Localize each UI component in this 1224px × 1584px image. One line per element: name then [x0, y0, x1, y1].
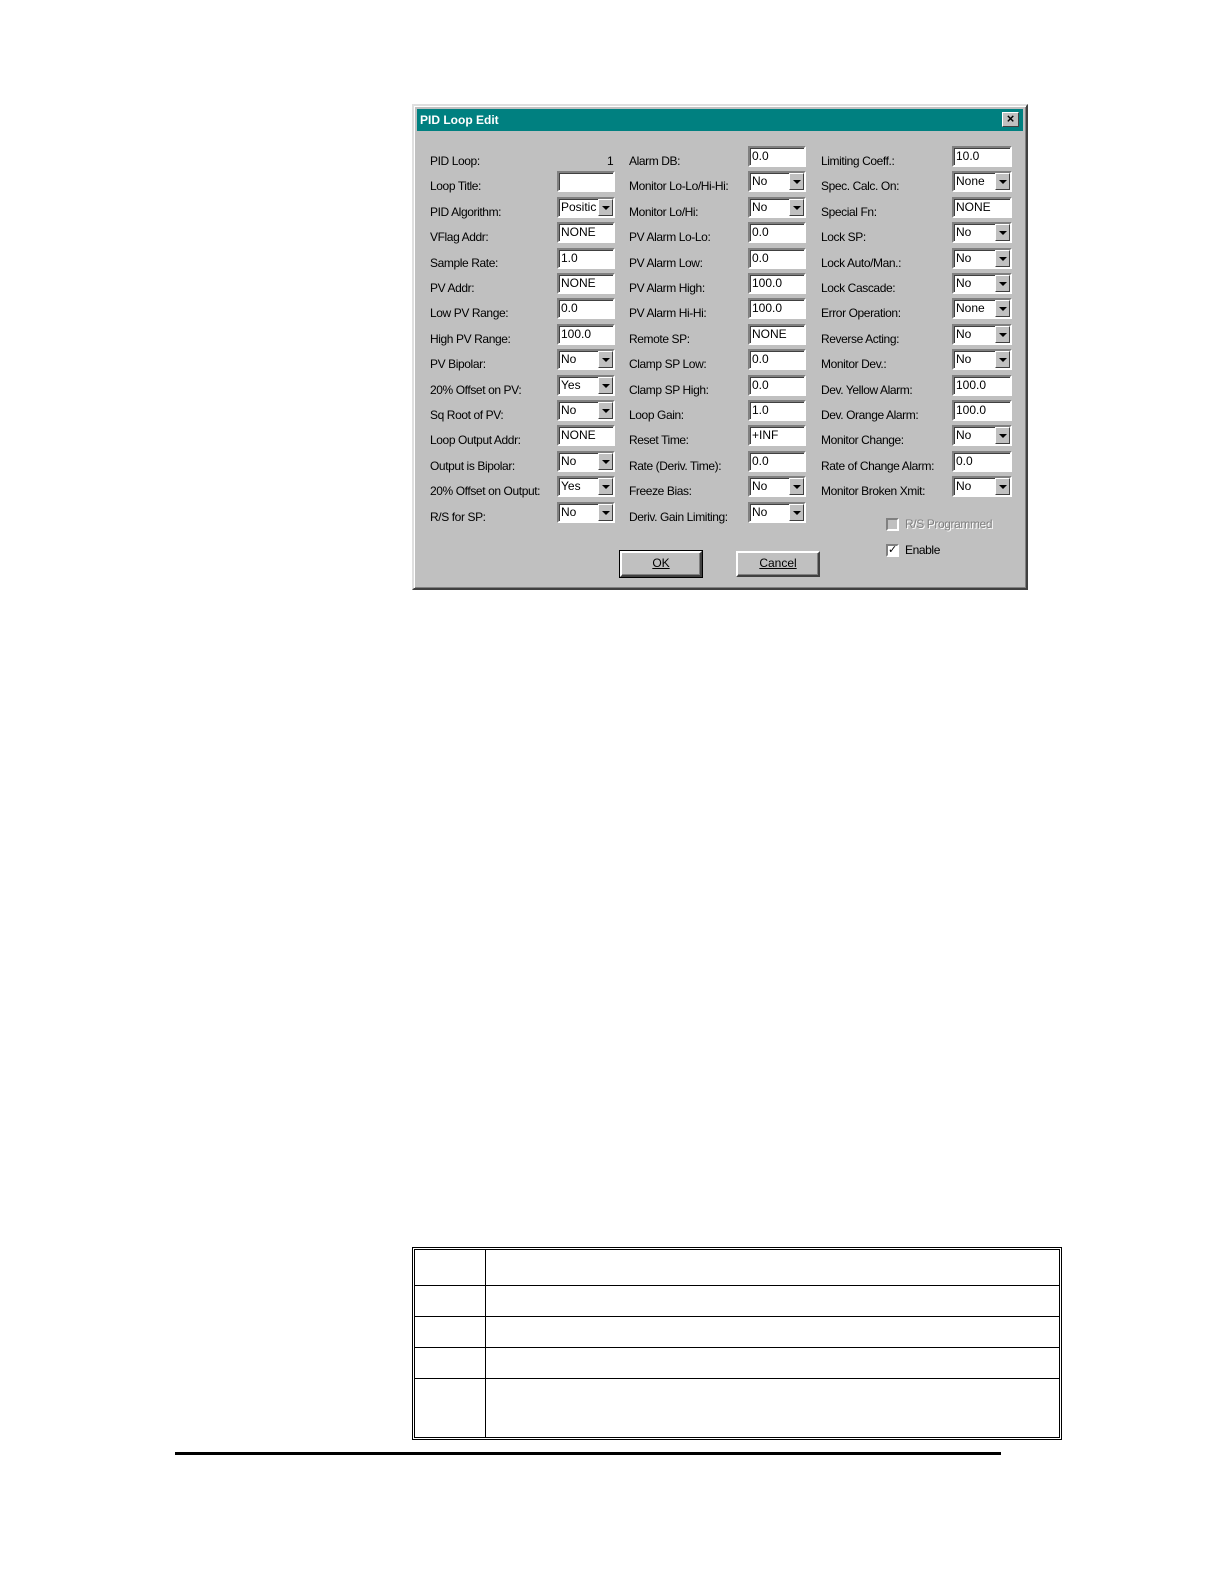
clamp-sp-low-label: Clamp SP Low:: [629, 357, 707, 371]
reset-time-label: Reset Time:: [629, 433, 689, 447]
monitor-broken-xmit-dropdown[interactable]: [952, 476, 1012, 497]
monitor-change-dropdown[interactable]: [952, 425, 1012, 446]
sq-root-of-pv-selected-value: No: [561, 403, 577, 417]
chevron-down-icon[interactable]: [789, 504, 804, 521]
r-s-for-sp-selected-value: No: [561, 505, 577, 519]
monitor-dev-dropdown[interactable]: [952, 349, 1012, 370]
chevron-down-icon[interactable]: [995, 300, 1010, 317]
footer-rule: [175, 1452, 1001, 1455]
lock-sp-selected-value: No: [956, 225, 972, 239]
lock-cascade-label: Lock Cascade:: [821, 281, 896, 295]
lock-auto-man-label: Lock Auto/Man.:: [821, 256, 902, 270]
monitor-lo-lo-hi-hi-label: Monitor Lo-Lo/Hi-Hi:: [629, 179, 729, 193]
chevron-down-icon[interactable]: [789, 478, 804, 495]
alarm-db-field[interactable]: 0.0: [748, 146, 806, 167]
pid-loop-edit-dialog: [412, 104, 1028, 590]
20-offset-on-output-dropdown[interactable]: [557, 476, 615, 497]
rate-deriv-time-field[interactable]: 0.0: [748, 451, 806, 472]
lock-cascade-selected-value: No: [956, 276, 972, 290]
chevron-down-icon[interactable]: [598, 377, 613, 394]
special-fn-label: Special Fn:: [821, 205, 877, 219]
pid-loop-label: PID Loop:: [430, 154, 480, 168]
pv-alarm-lo-lo-field[interactable]: 0.0: [748, 222, 806, 243]
chevron-down-icon[interactable]: [995, 250, 1010, 267]
chevron-down-icon[interactable]: [995, 427, 1010, 444]
monitor-dev-label: Monitor Dev.:: [821, 357, 887, 371]
deriv-gain-limiting-label: Deriv. Gain Limiting:: [629, 510, 728, 524]
monitor-change-selected-value: No: [956, 428, 972, 442]
sq-root-of-pv-label: Sq Root of PV:: [430, 408, 504, 422]
pv-bipolar-label: PV Bipolar:: [430, 357, 486, 371]
clamp-sp-low-field[interactable]: 0.0: [748, 349, 806, 370]
freeze-bias-selected-value: No: [752, 479, 768, 493]
output-is-bipolar-dropdown[interactable]: [557, 451, 615, 472]
rate-of-change-alarm-label: Rate of Change Alarm:: [821, 459, 935, 473]
alarm-db-label: Alarm DB:: [629, 154, 681, 168]
lock-sp-dropdown[interactable]: [952, 222, 1012, 243]
dialog-title: PID Loop Edit: [420, 113, 499, 127]
pv-alarm-low-field[interactable]: 0.0: [748, 248, 806, 269]
monitor-dev-selected-value: No: [956, 352, 972, 366]
chevron-down-icon[interactable]: [995, 275, 1010, 292]
table-header-row: [415, 1250, 1059, 1286]
chevron-down-icon[interactable]: [598, 199, 613, 216]
chevron-down-icon[interactable]: [598, 504, 613, 521]
output-is-bipolar-label: Output is Bipolar:: [430, 459, 515, 473]
low-pv-range-field[interactable]: 0.0: [557, 298, 615, 319]
monitor-lo-hi-label: Monitor Lo/Hi:: [629, 205, 699, 219]
lock-sp-label: Lock SP:: [821, 230, 866, 244]
sq-root-of-pv-dropdown[interactable]: [557, 400, 615, 421]
monitor-change-label: Monitor Change:: [821, 433, 904, 447]
lock-auto-man-selected-value: No: [956, 251, 972, 265]
dev-orange-alarm-field[interactable]: 100.0: [952, 400, 1012, 421]
table-row: [415, 1348, 1059, 1379]
dev-yellow-alarm-label: Dev. Yellow Alarm:: [821, 383, 913, 397]
pv-alarm-high-field[interactable]: 100.0: [748, 273, 806, 294]
pid-algorithm-dropdown[interactable]: [557, 197, 615, 218]
deriv-gain-limiting-selected-value: No: [752, 505, 768, 519]
chevron-down-icon[interactable]: [789, 173, 804, 190]
sample-rate-label: Sample Rate:: [430, 256, 498, 270]
table-row: [415, 1285, 1059, 1317]
chevron-down-icon[interactable]: [995, 351, 1010, 368]
chevron-down-icon[interactable]: [995, 478, 1010, 495]
chevron-down-icon[interactable]: [598, 478, 613, 495]
loop-output-addr-field[interactable]: NONE: [557, 425, 615, 446]
rs-programmed-label: R/S Programmed: [905, 517, 993, 531]
lock-auto-man-dropdown[interactable]: [952, 248, 1012, 269]
table-row: [415, 1379, 1059, 1437]
spec-calc-on-dropdown[interactable]: [952, 171, 1012, 192]
close-button[interactable]: [1002, 112, 1019, 127]
pv-bipolar-selected-value: No: [561, 352, 577, 366]
deriv-gain-limiting-dropdown[interactable]: [748, 502, 806, 523]
pv-bipolar-dropdown[interactable]: [557, 349, 615, 370]
clamp-sp-high-field[interactable]: 0.0: [748, 375, 806, 396]
monitor-broken-xmit-selected-value: No: [956, 479, 972, 493]
chevron-down-icon[interactable]: [789, 199, 804, 216]
high-pv-range-field[interactable]: 100.0: [557, 324, 615, 345]
rate-of-change-alarm-field[interactable]: 0.0: [952, 451, 1012, 472]
limiting-coeff-field[interactable]: 10.0: [952, 146, 1012, 167]
freeze-bias-label: Freeze Bias:: [629, 484, 692, 498]
lock-cascade-dropdown[interactable]: [952, 273, 1012, 294]
r-s-for-sp-label: R/S for SP:: [430, 510, 486, 524]
20-offset-on-output-selected-value: Yes: [561, 479, 581, 493]
20-offset-on-pv-selected-value: Yes: [561, 378, 581, 392]
chevron-down-icon[interactable]: [598, 402, 613, 419]
spec-calc-on-label: Spec. Calc. On:: [821, 179, 900, 193]
clamp-sp-high-label: Clamp SP High:: [629, 383, 709, 397]
pid-algorithm-selected-value: Positic: [561, 200, 597, 214]
monitor-lo-lo-hi-hi-selected-value: No: [752, 174, 768, 188]
20-offset-on-pv-dropdown[interactable]: [557, 375, 615, 396]
20-offset-on-pv-label: 20% Offset on PV:: [430, 383, 522, 397]
chevron-down-icon[interactable]: [995, 173, 1010, 190]
output-is-bipolar-selected-value: No: [561, 454, 577, 468]
sample-rate-field[interactable]: 1.0: [557, 248, 615, 269]
reverse-acting-label: Reverse Acting:: [821, 332, 900, 346]
pv-alarm-hi-hi-field[interactable]: 100.0: [748, 298, 806, 319]
rs-programmed-checkbox: [886, 518, 899, 531]
pv-addr-field[interactable]: NONE: [557, 273, 615, 294]
remote-sp-label: Remote SP:: [629, 332, 690, 346]
pid-loop-value: 1: [607, 154, 614, 168]
pv-alarm-hi-hi-label: PV Alarm Hi-Hi:: [629, 306, 707, 320]
dev-yellow-alarm-field[interactable]: 100.0: [952, 375, 1012, 396]
chevron-down-icon[interactable]: [598, 351, 613, 368]
reverse-acting-selected-value: No: [956, 327, 972, 341]
error-operation-dropdown[interactable]: [952, 298, 1012, 319]
loop-title-field[interactable]: [557, 171, 615, 192]
freeze-bias-dropdown[interactable]: [748, 476, 806, 497]
enable-checkbox[interactable]: ✓: [888, 544, 898, 556]
ok-button[interactable]: OK: [620, 551, 702, 577]
close-icon: ×: [1006, 111, 1015, 126]
pv-alarm-lo-lo-label: PV Alarm Lo-Lo:: [629, 230, 711, 244]
loop-title-label: Loop Title:: [430, 179, 481, 193]
monitor-lo-lo-hi-hi-dropdown[interactable]: [748, 171, 806, 192]
chevron-down-icon[interactable]: [598, 453, 613, 470]
error-operation-selected-value: None: [956, 301, 985, 315]
vflag-addr-label: VFlag Addr:: [430, 230, 489, 244]
spec-calc-on-selected-value: None: [956, 174, 985, 188]
loop-gain-label: Loop Gain:: [629, 408, 684, 422]
vflag-addr-field[interactable]: NONE: [557, 222, 615, 243]
dev-orange-alarm-label: Dev. Orange Alarm:: [821, 408, 919, 422]
enable-label: Enable: [905, 543, 940, 557]
chevron-down-icon[interactable]: [995, 326, 1010, 343]
20-offset-on-output-label: 20% Offset on Output:: [430, 484, 541, 498]
limiting-coeff-label: Limiting Coeff.:: [821, 154, 895, 168]
table-row: [415, 1316, 1059, 1348]
special-fn-field[interactable]: NONE: [952, 197, 1012, 218]
monitor-broken-xmit-label: Monitor Broken Xmit:: [821, 484, 926, 498]
reverse-acting-dropdown[interactable]: [952, 324, 1012, 345]
monitor-lo-hi-dropdown[interactable]: [748, 197, 806, 218]
error-operation-label: Error Operation:: [821, 306, 901, 320]
r-s-for-sp-dropdown[interactable]: [557, 502, 615, 523]
loop-gain-field[interactable]: 1.0: [748, 400, 806, 421]
pv-addr-label: PV Addr:: [430, 281, 475, 295]
reference-table: [412, 1247, 1062, 1440]
low-pv-range-label: Low PV Range:: [430, 306, 509, 320]
pid-algorithm-label: PID Algorithm:: [430, 205, 502, 219]
rate-deriv-time-label: Rate (Deriv. Time):: [629, 459, 722, 473]
cancel-button[interactable]: Cancel: [736, 551, 820, 577]
loop-output-addr-label: Loop Output Addr:: [430, 433, 521, 447]
chevron-down-icon[interactable]: [995, 224, 1010, 241]
dialog-titlebar[interactable]: [417, 109, 1023, 131]
remote-sp-field[interactable]: NONE: [748, 324, 806, 345]
monitor-lo-hi-selected-value: No: [752, 200, 768, 214]
high-pv-range-label: High PV Range:: [430, 332, 511, 346]
reset-time-field[interactable]: +INF: [748, 425, 806, 446]
pv-alarm-high-label: PV Alarm High:: [629, 281, 705, 295]
pv-alarm-low-label: PV Alarm Low:: [629, 256, 703, 270]
